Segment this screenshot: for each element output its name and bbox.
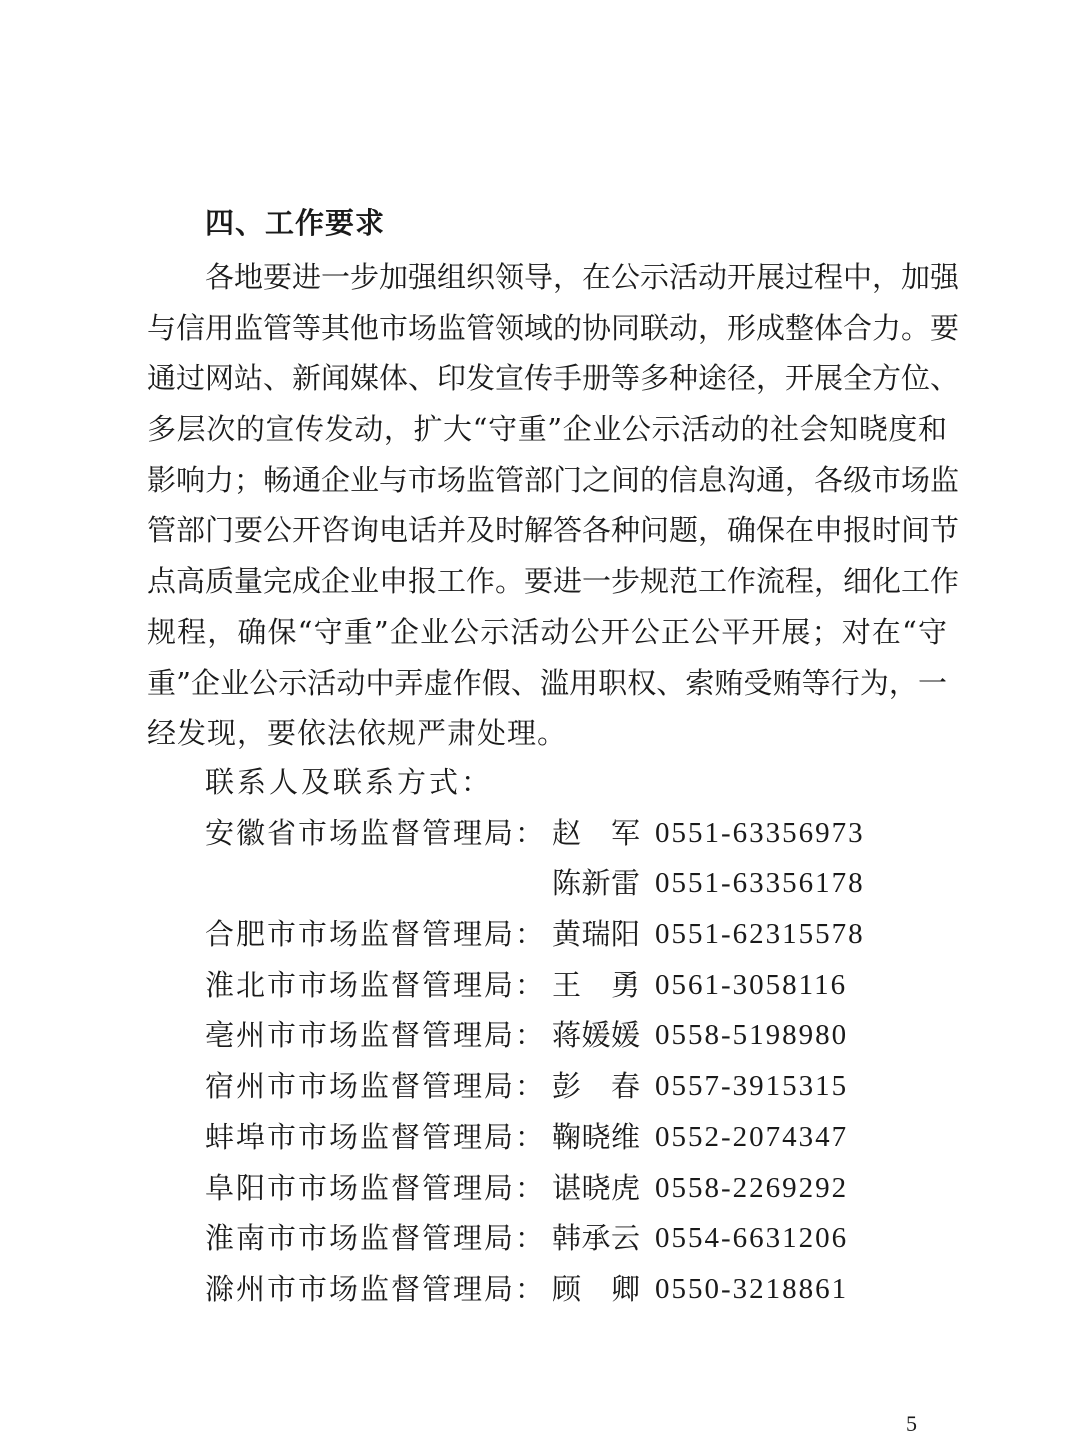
contact-row bbox=[205, 1112, 849, 1163]
contact-list bbox=[205, 757, 865, 1315]
contact-name: 韩承云 bbox=[552, 1221, 640, 1256]
contact-name: 鞠晓维 bbox=[552, 1119, 640, 1154]
section-heading: 四、工作要求 bbox=[205, 206, 386, 240]
contact-name: 王勇 bbox=[552, 967, 640, 1002]
contact-org: 阜阳市市场监督管理局： bbox=[205, 1170, 547, 1205]
paragraph-line: 规程，确保“守重”企业公示活动公开公正公平开展；对在“守 bbox=[147, 614, 947, 649]
contact-name: 顾卿 bbox=[552, 1271, 640, 1306]
contact-row bbox=[205, 1213, 849, 1264]
contact-phone: 0551-62315578 bbox=[655, 918, 865, 951]
contact-row bbox=[205, 808, 865, 859]
paragraph-line: 重”企业公示活动中弄虚作假、滥用职权、索贿受贿等行为，一 bbox=[147, 665, 947, 700]
contact-name: 黄瑞阳 bbox=[552, 917, 640, 952]
contact-phone: 0550-3218861 bbox=[655, 1272, 849, 1305]
contact-phone: 0557-3915315 bbox=[655, 1070, 849, 1103]
contact-phone: 0554-6631206 bbox=[655, 1222, 849, 1255]
contact-org: 滁州市市场监督管理局： bbox=[205, 1271, 547, 1306]
contact-name: 蒋媛媛 bbox=[552, 1018, 640, 1053]
contact-org: 合肥市市场监督管理局： bbox=[205, 917, 547, 952]
contact-org: 亳州市市场监督管理局： bbox=[205, 1018, 547, 1053]
contact-phone: 0552-2074347 bbox=[655, 1120, 849, 1153]
contact-name: 陈新雷 bbox=[552, 866, 640, 901]
paragraph-line: 与信用监管等其他市场监管领域的协同联动，形成整体合力。要 bbox=[147, 310, 960, 345]
contact-phone: 0551-63356178 bbox=[655, 867, 865, 900]
paragraph-line: 影响力；畅通企业与市场监管部门之间的信息沟通，各级市场监 bbox=[147, 462, 960, 497]
contact-phone: 0551-63356973 bbox=[655, 816, 865, 849]
paragraph-line: 各地要进一步加强组织领导，在公示活动开展过程中，加强 bbox=[205, 260, 960, 294]
contact-row bbox=[205, 1264, 849, 1315]
contact-row bbox=[205, 909, 865, 960]
contacts-intro: 联系人及联系方式： bbox=[205, 765, 494, 799]
contact-phone: 0561-3058116 bbox=[655, 968, 848, 1001]
contact-row bbox=[205, 1163, 849, 1214]
paragraph-line: 点高质量完成企业申报工作。要进一步规范工作流程，细化工作 bbox=[147, 564, 960, 599]
contact-org: 淮南市市场监督管理局： bbox=[205, 1221, 547, 1256]
contact-row bbox=[205, 1061, 849, 1112]
contact-org: 蚌埠市市场监督管理局： bbox=[205, 1119, 547, 1154]
paragraph-line: 经发现，要依法依规严肃处理。 bbox=[147, 716, 568, 751]
page-number: 5 bbox=[906, 1411, 917, 1436]
paragraph-line: 多层次的宣传发动，扩大“守重”企业公示活动的社会知晓度和 bbox=[147, 412, 947, 447]
contact-phone: 0558-5198980 bbox=[655, 1019, 849, 1052]
contact-name: 赵军 bbox=[552, 815, 640, 850]
contact-row bbox=[205, 960, 848, 1011]
paragraph-line: 管部门要公开咨询电话并及时解答各种问题，确保在申报时间节 bbox=[147, 513, 960, 548]
contact-org: 淮北市市场监督管理局： bbox=[205, 967, 547, 1002]
contact-name: 谌晓虎 bbox=[552, 1170, 640, 1205]
contact-name: 彭春 bbox=[552, 1069, 640, 1104]
work-requirements-paragraph bbox=[147, 252, 960, 759]
contact-org: 宿州市市场监督管理局： bbox=[205, 1069, 547, 1104]
paragraph-line: 通过网站、新闻媒体、印发宣传手册等多种途径，开展全方位、 bbox=[147, 361, 960, 396]
contact-row bbox=[205, 858, 865, 909]
contact-phone: 0558-2269292 bbox=[655, 1171, 849, 1204]
contact-row bbox=[205, 1010, 849, 1061]
contact-org: 安徽省市场监督管理局： bbox=[205, 815, 547, 850]
